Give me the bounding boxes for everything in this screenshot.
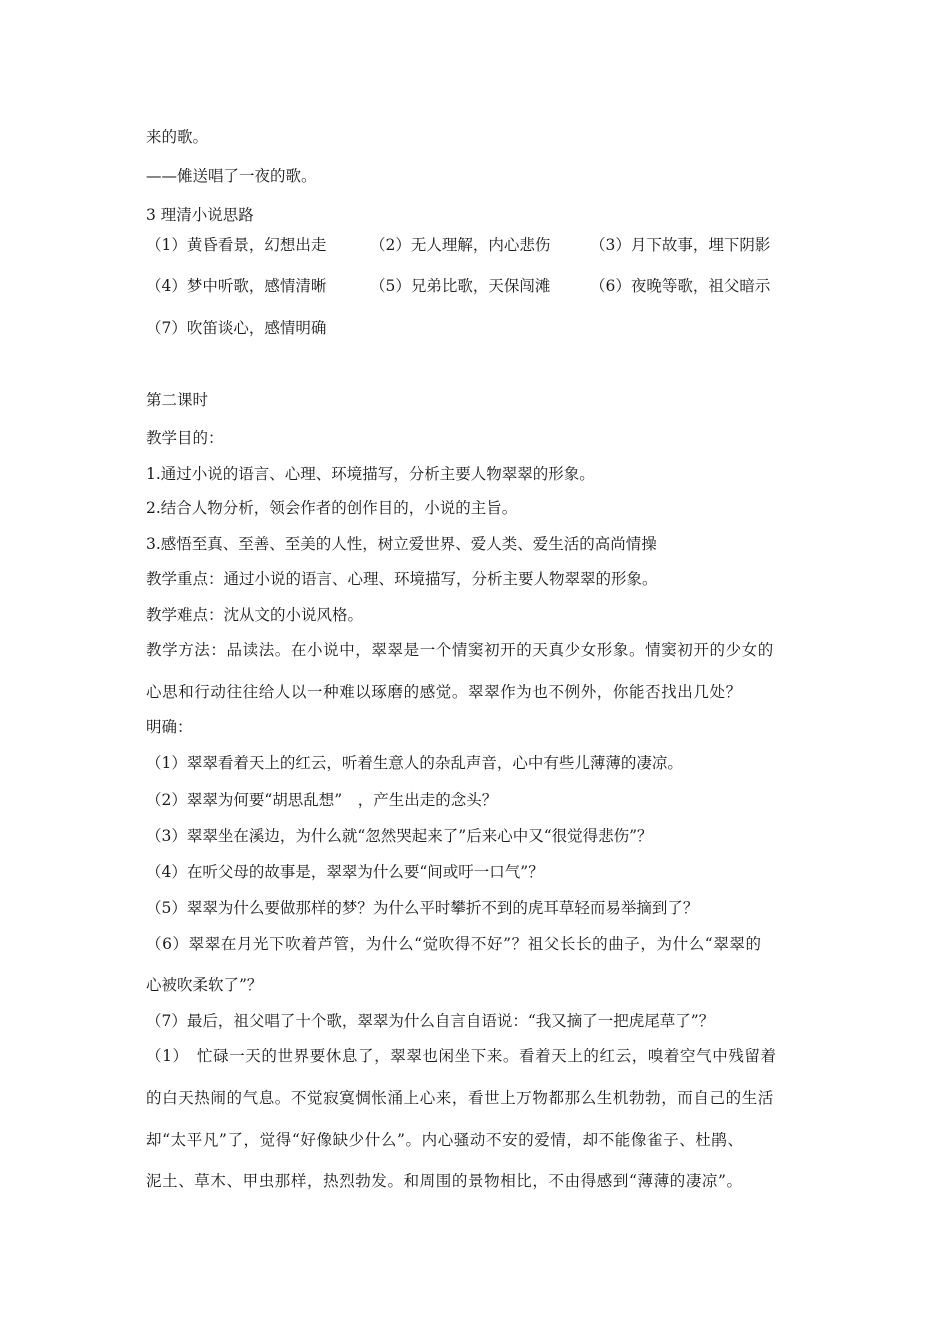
answer-line: 泥土、草木、甲虫那样，热烈勃发。和周围的景物相比，不由得感到“薄薄的凄凉”。 [146,1172,743,1190]
answer-line: （1） 忙碌一天的世界要休息了，翠翠也闲坐下来。看着天上的红云，嗅着空气中残留着 [146,1047,777,1065]
objective-item: 3.感悟至真、至善、至美的人性，树立爱世界、爱人类、爱生活的高尚情操 [146,535,657,553]
lesson-heading: 第二课时 [146,391,209,409]
objective-item: 2.结合人物分析，领会作者的创作目的，小说的主旨。 [146,499,518,517]
difficulty: 教学难点：沈从文的小说风格。 [146,606,364,624]
question-item: （7）最后，祖父唱了十个歌，翠翠为什么自言自语说：“我又摘了一把虎尾草了”？ [146,1012,715,1030]
clarify-label: 明确： [146,718,193,736]
outline-item: （4）梦中听歌，感情清晰 [146,277,327,295]
outline-row [146,318,846,338]
question-item: 心被吹柔软了”？ [146,976,263,994]
outline-item: （3）月下故事，埋下阴影 [590,236,771,254]
outline-item: （7）吹笛谈心，感情明确 [146,319,327,337]
question-item: （5）翠翠为什么要做那样的梦？为什么平时攀折不到的虎耳草轻而易举摘到了？ [146,899,699,917]
question-item: （3）翠翠坐在溪边，为什么就“忽然哭起来了”后来心中又“很觉得悲伤”？ [146,827,653,845]
text-line: ——傩送唱了一夜的歌。 [146,167,317,185]
objective-item: 1.通过小说的语言、心理、环境描写，分析主要人物翠翠的形象。 [146,465,595,483]
method-line: 心思和行动往往给人以一种难以琢磨的感觉。翠翠作为也不例外，你能否找出几处？ [146,683,742,701]
outline-item: （1）黄昏看景，幻想出走 [146,236,327,254]
outline-item: （5）兄弟比歌，天保闯滩 [370,277,551,295]
question-item: （4）在听父母的故事是，翠翠为什么要“间或吁一口气”？ [146,863,544,881]
question-item: （1）翠翠看着天上的红云，听着生意人的杂乱声音，心中有些儿薄薄的凄凉。 [146,754,683,772]
question-item: （2）翠翠为何要“胡思乱想” ，产生出走的念头？ [146,791,498,809]
text-line: 来的歌。 [146,128,209,146]
answer-line: 却“太平凡”了，觉得“好像缺少什么”。内心骚动不安的爱情，却不能像雀子、杜鹃、 [146,1131,744,1149]
method-line: 教学方法：品读法。在小说中，翠翠是一个情窦初开的天真少女形象。情窦初开的少女的 [146,641,774,659]
section-heading: 3 理清小说思路 [146,206,254,224]
question-item: （6）翠翠在月光下吹着芦管，为什么“觉吹得不好”？祖父长长的曲子，为什么“翠翠的 [146,935,762,953]
outline-row [146,235,846,255]
outline-item: （6）夜晚等歌，祖父暗示 [590,277,771,295]
key-point: 教学重点：通过小说的语言、心理、环境描写，分析主要人物翠翠的形象。 [146,570,658,588]
outline-item: （2）无人理解，内心悲伤 [370,236,551,254]
outline-row [146,276,846,296]
objectives-label: 教学目的： [146,429,224,447]
answer-line: 的白天热闹的气息。不觉寂寞惆怅涌上心来，看世上万物都那么生机勃勃，而自己的生活 [146,1089,774,1107]
